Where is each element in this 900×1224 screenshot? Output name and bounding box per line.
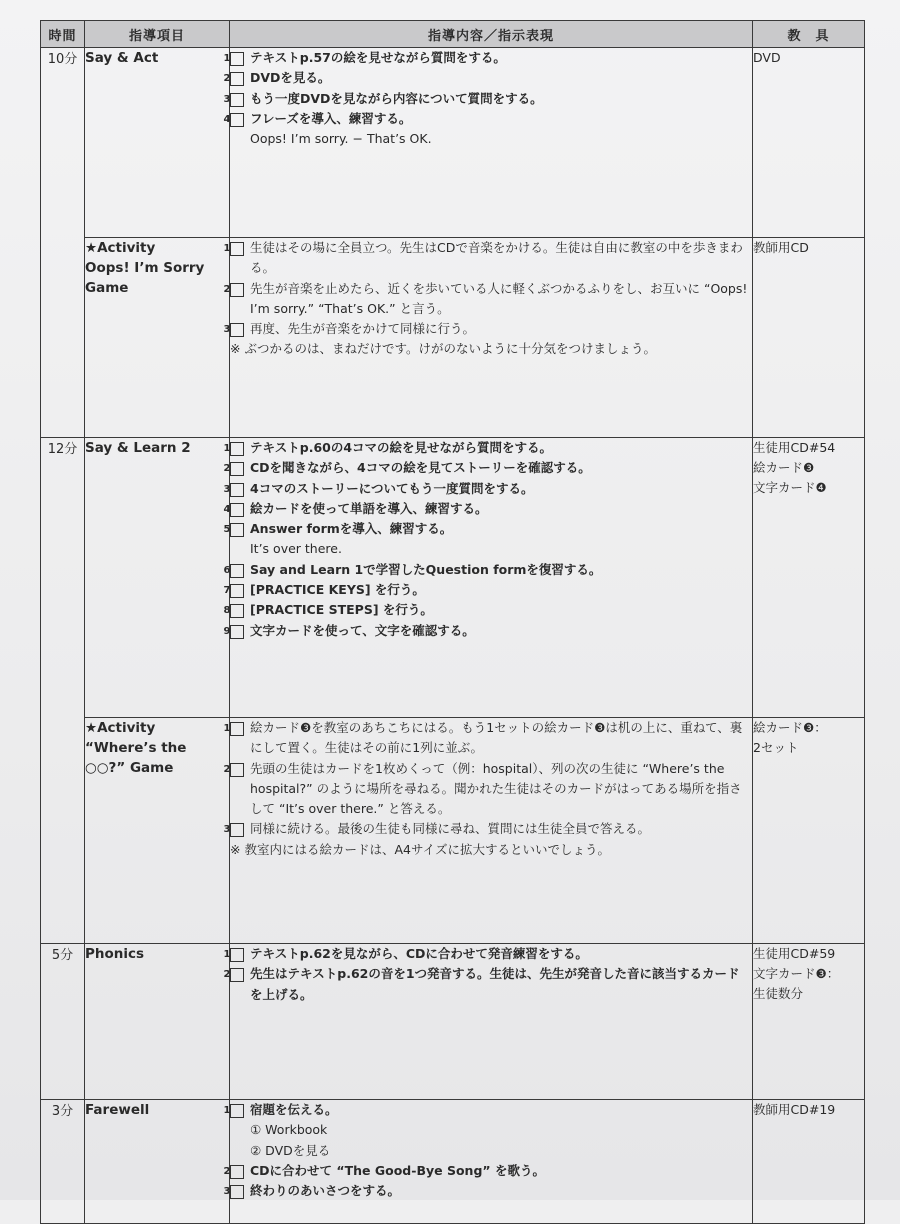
note-line: ※ ぶつかるのは、まねだけです。けがのないように十分気をつけましょう。: [230, 341, 656, 357]
indented-line: It’s over there.: [250, 541, 342, 557]
lesson-plan-table: [40, 20, 865, 1224]
step-number: 1: [230, 442, 244, 456]
material-item: 生徒用CD#59: [753, 946, 836, 961]
step-number: 9: [230, 625, 244, 639]
indented-line: ① Workbook: [250, 1122, 328, 1138]
step-text: 絵カードを使って単語を導入、練習する。: [250, 500, 488, 516]
material-item: 教師用CD#19: [753, 1102, 836, 1117]
step-item: [223, 621, 752, 641]
table-row: [41, 718, 865, 944]
step-item: [223, 600, 752, 620]
step-text: テキストp.57の絵を見せながら質問をする。: [250, 50, 506, 65]
step-text: 生徒はその場に全員立つ。先生はCDで音楽をかける。生徒は自由に教室の中を歩きまわる。: [250, 240, 743, 276]
step-item: [223, 89, 752, 109]
item-cell: [85, 438, 230, 718]
step-text: もう一度DVDを見ながら内容について質問をする。: [250, 90, 543, 106]
header-row: [41, 21, 865, 48]
step-text: 先頭の生徒はカードを1枚めくって（例：hospital）、列の次の生徒に “Where’s the hospital?” のように場所を尋ねる。聞かれた生徒はそのカードがはってある場所を指さして “It’s over there.” と答える。: [250, 760, 742, 817]
materials-cell: [753, 718, 865, 944]
item-line: Game: [85, 280, 129, 296]
indented-line: Oops! I’m sorry. − That’s OK.: [250, 131, 432, 147]
step-item: [223, 319, 752, 339]
step-text: 終わりのあいさつをする。: [250, 1183, 401, 1199]
table-row: [41, 438, 865, 718]
step-number: 7: [230, 584, 244, 598]
material-item: 絵カード❸: [753, 460, 815, 475]
step-text: DVDを見る。: [250, 70, 331, 86]
item-line: ○○?” Game: [85, 760, 174, 776]
step-item: [223, 718, 752, 759]
content-cell: [223, 48, 753, 238]
header-time: 時間: [41, 21, 85, 48]
step-number: 1: [230, 1104, 244, 1118]
step-text: 絵カード❸を教室のあちこちにはる。もう1セットの絵カード❸は机の上に、重ねて、裏にして置く。生徒はその前に1列に並ぶ。: [250, 720, 743, 756]
step-number: 4: [230, 113, 244, 127]
materials-cell: [753, 48, 865, 238]
step-text: 再度、先生が音楽をかけて同様に行う。: [250, 321, 476, 337]
material-item: 生徒数分: [753, 986, 804, 1001]
step-number: 4: [230, 503, 244, 517]
table-row: [41, 944, 865, 1100]
step-text: フレーズを導入、練習する。: [250, 110, 412, 126]
plan-body: [41, 48, 865, 1224]
header-materials: 教 具: [753, 21, 865, 48]
step-item: [223, 1100, 752, 1120]
step-number: 1: [230, 52, 244, 66]
step-item: [223, 560, 752, 580]
step-item: [223, 68, 752, 88]
header-item: 指導項目: [85, 21, 230, 48]
header-content: 指導内容／指示表現: [230, 21, 753, 48]
step-number: 2: [230, 968, 244, 982]
step-number: 3: [230, 323, 244, 337]
time-cell: [41, 718, 85, 944]
step-number: 2: [230, 72, 244, 86]
step-item: [223, 819, 752, 839]
table-row: [41, 238, 865, 438]
step-number: 2: [230, 283, 244, 297]
step-number: 2: [230, 763, 244, 777]
step-item: [223, 944, 752, 964]
step-number: 2: [230, 1165, 244, 1179]
item-line: Phonics: [85, 946, 145, 962]
step-text: テキストp.60の4コマの絵を見せながら質問をする。: [250, 440, 553, 455]
material-item: 教師用CD: [753, 240, 809, 255]
step-text: Answer formを導入、練習する。: [250, 521, 453, 537]
step-number: 1: [230, 242, 244, 256]
content-cell: [223, 1100, 753, 1224]
time-cell: 3分: [41, 1100, 85, 1224]
step-text: CDに合わせて “The Good-Bye Song” を歌う。: [250, 1162, 545, 1178]
step-item: [223, 1181, 752, 1201]
step-item: [223, 964, 752, 1005]
content-cell: [223, 438, 753, 718]
material-item: 2セット: [753, 740, 799, 755]
item-line: ★Activity: [85, 240, 156, 256]
item-line: Oops! I’m Sorry: [85, 260, 205, 276]
step-item: [223, 759, 752, 820]
step-item: [223, 580, 752, 600]
item-line: Say & Act: [85, 50, 159, 66]
step-text: 4コマのストーリーについてもう一度質問をする。: [250, 480, 534, 496]
time-cell: 10分: [41, 48, 85, 238]
step-number: 3: [230, 483, 244, 497]
step-number: 3: [230, 823, 244, 837]
step-number: 6: [230, 564, 244, 578]
step-item: [223, 279, 752, 320]
step-item: [223, 1161, 752, 1181]
table-row: [41, 1100, 865, 1224]
content-cell: [223, 944, 753, 1100]
step-number: 3: [230, 93, 244, 107]
materials-cell: [753, 238, 865, 438]
step-text: [PRACTICE KEYS] を行う。: [250, 582, 425, 598]
step-item: [223, 48, 752, 68]
step-text: 文字カードを使って、文字を確認する。: [250, 622, 475, 638]
step-item: [223, 479, 752, 499]
step-number: 1: [230, 722, 244, 736]
step-item: [223, 238, 752, 279]
note-line: ※ 教室内にはる絵カードは、A4サイズに拡大するといいでしょう。: [230, 841, 610, 857]
materials-cell: [753, 944, 865, 1100]
step-item: [223, 499, 752, 519]
item-line: Farewell: [85, 1102, 150, 1118]
item-cell: [85, 238, 230, 438]
content-cell: [223, 238, 753, 438]
materials-cell: [753, 438, 865, 718]
step-text: 同様に続ける。最後の生徒も同様に尋ね、質問には生徒全員で答える。: [250, 821, 651, 837]
step-item: [223, 519, 752, 539]
time-cell: 5分: [41, 944, 85, 1100]
table-row: [41, 48, 865, 238]
material-item: 文字カード❸：: [753, 966, 840, 981]
time-cell: 12分: [41, 438, 85, 718]
step-text: 先生が音楽を止めたら、近くを歩いている人に軽くぶつかるふりをし、お互いに “Oops! I’m sorry.” “That’s OK.” と言う。: [250, 280, 748, 316]
step-text: Say and Learn 1で学習したQuestion formを復習する。: [250, 561, 602, 577]
step-item: [223, 109, 752, 129]
item-line: “Where’s the: [85, 740, 187, 756]
step-number: 1: [230, 948, 244, 962]
item-cell: [85, 48, 230, 238]
time-cell: [41, 238, 85, 438]
step-item: [223, 438, 752, 458]
step-text: [PRACTICE STEPS] を行う。: [250, 602, 433, 618]
step-text: 宿題を伝える。: [250, 1102, 338, 1117]
step-number: 8: [230, 604, 244, 618]
step-number: 5: [230, 523, 244, 537]
item-cell: [85, 944, 230, 1100]
materials-cell: [753, 1100, 865, 1224]
item-line: ★Activity: [85, 720, 156, 736]
material-item: 文字カード❹: [753, 480, 827, 495]
step-text: CDを聞きながら、4コマの絵を見てストーリーを確認する。: [250, 460, 591, 476]
step-item: [223, 458, 752, 478]
item-cell: [85, 1100, 230, 1224]
step-number: 3: [230, 1185, 244, 1199]
indented-line: ② DVDを見る: [250, 1142, 331, 1158]
item-cell: [85, 718, 230, 944]
material-item: 生徒用CD#54: [753, 440, 836, 455]
step-text: テキストp.62を見ながら、CDに合わせて発音練習をする。: [250, 946, 588, 961]
step-number: 2: [230, 462, 244, 476]
step-text: 先生はテキストp.62の音を1つ発音する。生徒は、先生が発音した音に該当するカードを上げる。: [250, 966, 740, 1002]
material-item: 絵カード❸：: [753, 720, 827, 735]
material-item: DVD: [753, 50, 781, 65]
item-line: Say & Learn 2: [85, 440, 191, 456]
content-cell: [223, 718, 753, 944]
